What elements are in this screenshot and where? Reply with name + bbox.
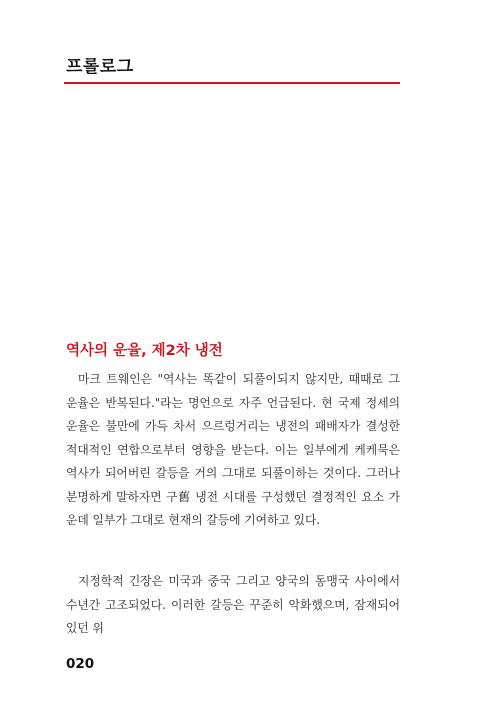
body-paragraph-1: 마크 트웨인은 "역사는 똑같이 되풀이되지 않지만, 때때로 그 운율은 반복된다."라는 명언으로 자주 언급된다. 현 국제 정세의 운율은 불만에 가득 차서 으르렁거리는 냉전의 패배자가 결성한 적대적인 연합으로부터 영향을 받는다. 이는 일부에게 케케묵은 역사가 되어버린 갈등을 거의 그대로 되풀이하는 것이다. 그러나 분명하게 말하자면 구舊 냉전 시대를 구성했던 결정적인 요소 가운데 일부가 그대로 현재의 갈등에 기여하고 있다.	[66, 372, 400, 527]
chapter-title-rule	[64, 82, 400, 84]
section-title: 역사의 운율, 제2차 냉전	[66, 343, 223, 359]
chapter-title: 프롤로그	[66, 57, 134, 77]
page-number: 020	[66, 656, 95, 672]
body-paragraph-2: 지정학적 긴장은 미국과 중국 그리고 양국의 동맹국 사이에서 수년간 고조되었다. 이러한 갈등은 꾸준히 악화했으며, 잠재되어 있던 위	[66, 574, 400, 635]
